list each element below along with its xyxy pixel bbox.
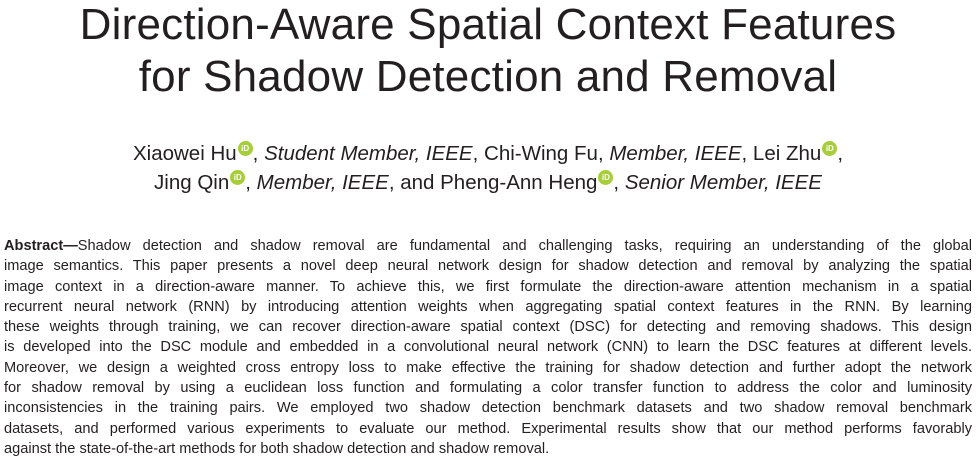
abstract-label: Abstract— xyxy=(4,238,78,254)
orcid-icon[interactable]: iD xyxy=(230,170,245,185)
orcid-icon[interactable]: iD xyxy=(598,170,613,185)
author-role: Member, IEEE xyxy=(609,142,742,165)
author-name: Chi-Wing Fu xyxy=(484,142,598,165)
abstract-line: Moreover, we design a weighted cross entropy loss to make effective the training for shadow detection and further adopt the network xyxy=(4,359,972,376)
author-list xyxy=(0,139,976,197)
title-line-2: for Shadow Detection and Removal xyxy=(138,52,838,101)
author-name: Lei Zhu xyxy=(752,142,822,165)
abstract-line: is developed into the DSC module and embedded in a convolutional neural network (CNN) to learn the DSC features at different levels. xyxy=(4,339,972,356)
title-line-1: Direction-Aware Spatial Context Features xyxy=(79,0,897,49)
abstract-line: recurrent neural network (RNN) by introducing attention weights when aggregating spatial context features in the RNN. By learning xyxy=(4,298,972,315)
abstract xyxy=(4,236,972,459)
abstract-line: Abstract—Shadow detection and shadow removal are fundamental and challenging tasks, requiring an understanding of the global xyxy=(4,238,972,254)
abstract-line: datasets, and performed various experiments to evaluate our method. Experimental results show that our method performs favorably xyxy=(4,420,972,437)
abstract-line: inconsistencies in the training pairs. We employed two shadow detection benchmark datasets and two shadow removal benchmark xyxy=(4,400,972,417)
orcid-icon[interactable]: iD xyxy=(822,141,837,156)
author-role: Student Member, IEEE xyxy=(264,142,473,165)
author-line-1: Xiaowei Hu iD , Student Member, IEEE, Chi-Wing Fu, Member, IEEE, Lei Zhu iD , xyxy=(132,142,844,165)
abstract-line: for shadow removal by using a euclidean loss function and formulating a color transfer function to address the color and luminosity xyxy=(4,380,972,397)
abstract-line: image semantics. This paper presents a novel deep neural network design for shadow detection and removal by analyzing the spatial xyxy=(4,258,972,275)
author-role: Senior Member, IEEE xyxy=(624,171,822,194)
author-line-2: Jing Qin iD , Member, IEEE, and Pheng-Ann Heng iD , Senior Member, IEEE xyxy=(154,171,822,194)
abstract-line: against the state-of-the-art methods for both shadow detection and shadow removal. xyxy=(4,440,550,457)
paper-title xyxy=(0,0,976,103)
author-name: Pheng-Ann Heng xyxy=(440,171,598,194)
author-name: Xiaowei Hu xyxy=(132,142,237,165)
author-name: Jing Qin xyxy=(154,171,230,194)
orcid-icon[interactable]: iD xyxy=(238,141,253,156)
abstract-line: image context in a direction-aware manner. To achieve this, we first formulate the direction-aware attention mechanism in a spatial xyxy=(4,278,972,295)
abstract-line: these weights through training, we can recover direction-aware spatial context (DSC) for detecting and removing shadows. This design xyxy=(4,319,972,336)
author-role: Member, IEEE xyxy=(256,171,389,194)
